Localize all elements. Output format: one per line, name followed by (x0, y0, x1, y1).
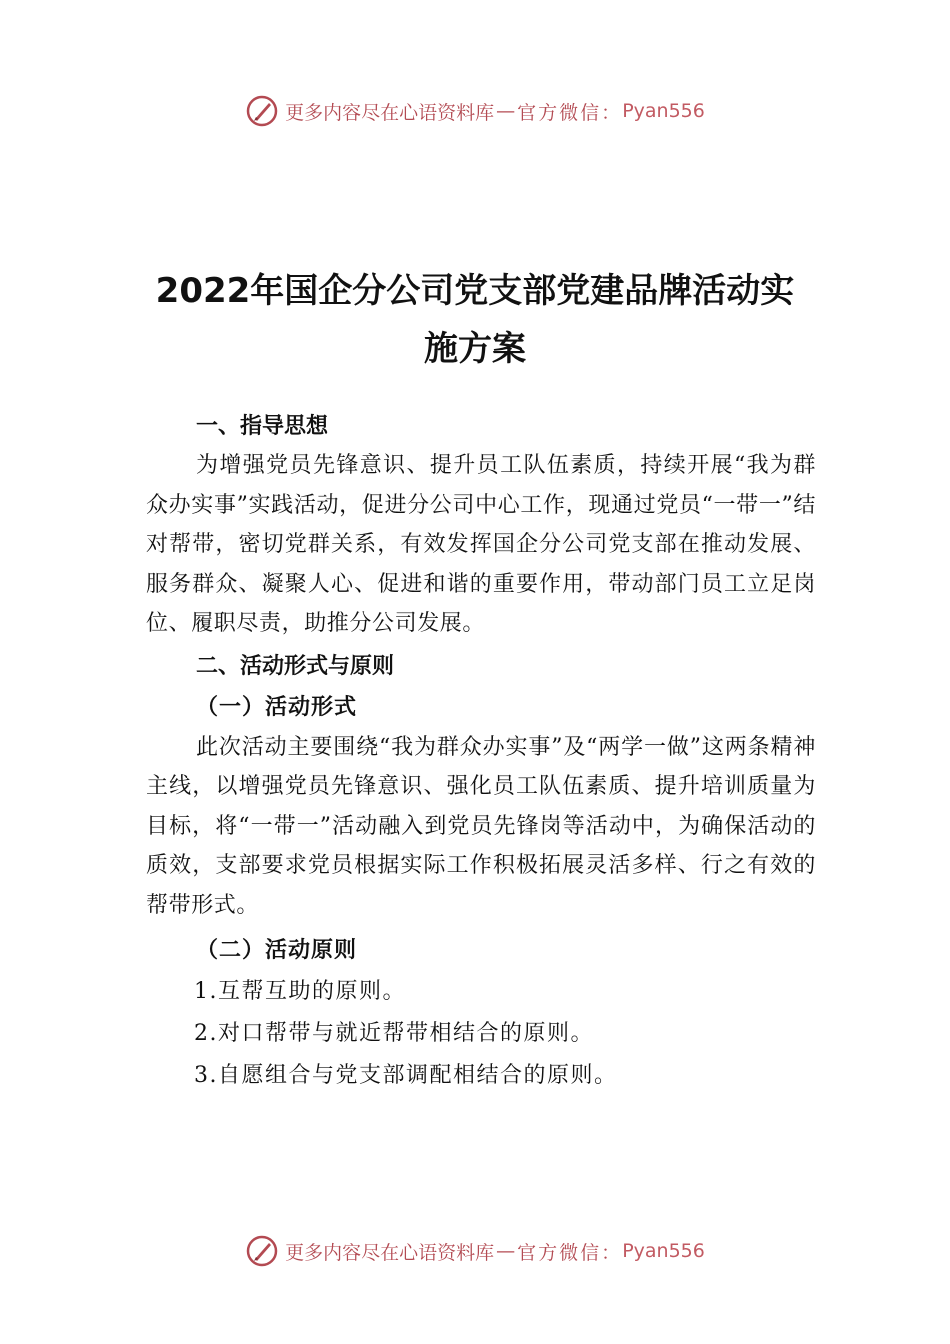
subsection-heading-activity-form: （一）活动形式 (196, 693, 358, 720)
quill-logo-icon (245, 94, 279, 128)
footer-watermark (0, 1234, 950, 1268)
watermark-text: 更多内容尽在心语资料库 (285, 101, 495, 124)
watermark-wechat-label: 官方微信： (517, 1241, 623, 1264)
paragraph-activity-form: 此次活动主要围绕“我为群众办实事”及“两学一做”这两条精神主线，以增强党员先锋意识、强化员工队伍素质、提升培训质量为目标，将“一带一”活动融入到党员先锋岗等活动中，为确保活动的质效，支部要求党员根据实际工作积极拓展灵活多样、行之有效的帮带形式。 (146, 734, 816, 918)
quill-logo-icon (245, 1234, 279, 1268)
watermark-text: 更多内容尽在心语资料库 (285, 1241, 495, 1264)
paragraph-guiding-ideology: 为增强党员先锋意识、提升员工队伍素质，持续开展“我为群众办实事”实践活动，促进分公司中心工作，现通过党员“一带一”结对帮带，密切党群关系，有效发挥国企分公司党支部在推动发展、服务群众、凝聚人心、促进和谐的重要作用，带动部门员工立足岗位、履职尽责，助推分公司发展。 (146, 453, 816, 636)
watermark-wechat-id: Pyan556 (622, 100, 705, 122)
watermark-wechat-label: 官方微信： (517, 101, 623, 124)
section-heading-forms-principles: 二、活动形式与原则 (196, 653, 395, 679)
watermark-dash: — (496, 100, 516, 122)
subsection-heading-activity-principles: （二）活动原则 (196, 937, 358, 963)
document-title (130, 262, 820, 378)
principle-item: 3.自愿组合与党支部调配相结合的原则。 (194, 1063, 618, 1088)
section-heading-guiding-ideology: 一、指导思想 (196, 414, 329, 439)
document-body (146, 408, 816, 1097)
title-line-1: 2022年国企分公司党支部党建品牌活动实 (155, 271, 795, 311)
principle-item: 2.对口帮带与就近帮带相结合的原则。 (194, 1021, 594, 1046)
principle-item: 1.互帮互助的原则。 (194, 979, 406, 1004)
watermark-dash: — (496, 1240, 516, 1262)
title-line-2: 施方案 (424, 329, 526, 369)
header-watermark (0, 94, 950, 128)
watermark-wechat-id: Pyan556 (622, 1240, 705, 1262)
